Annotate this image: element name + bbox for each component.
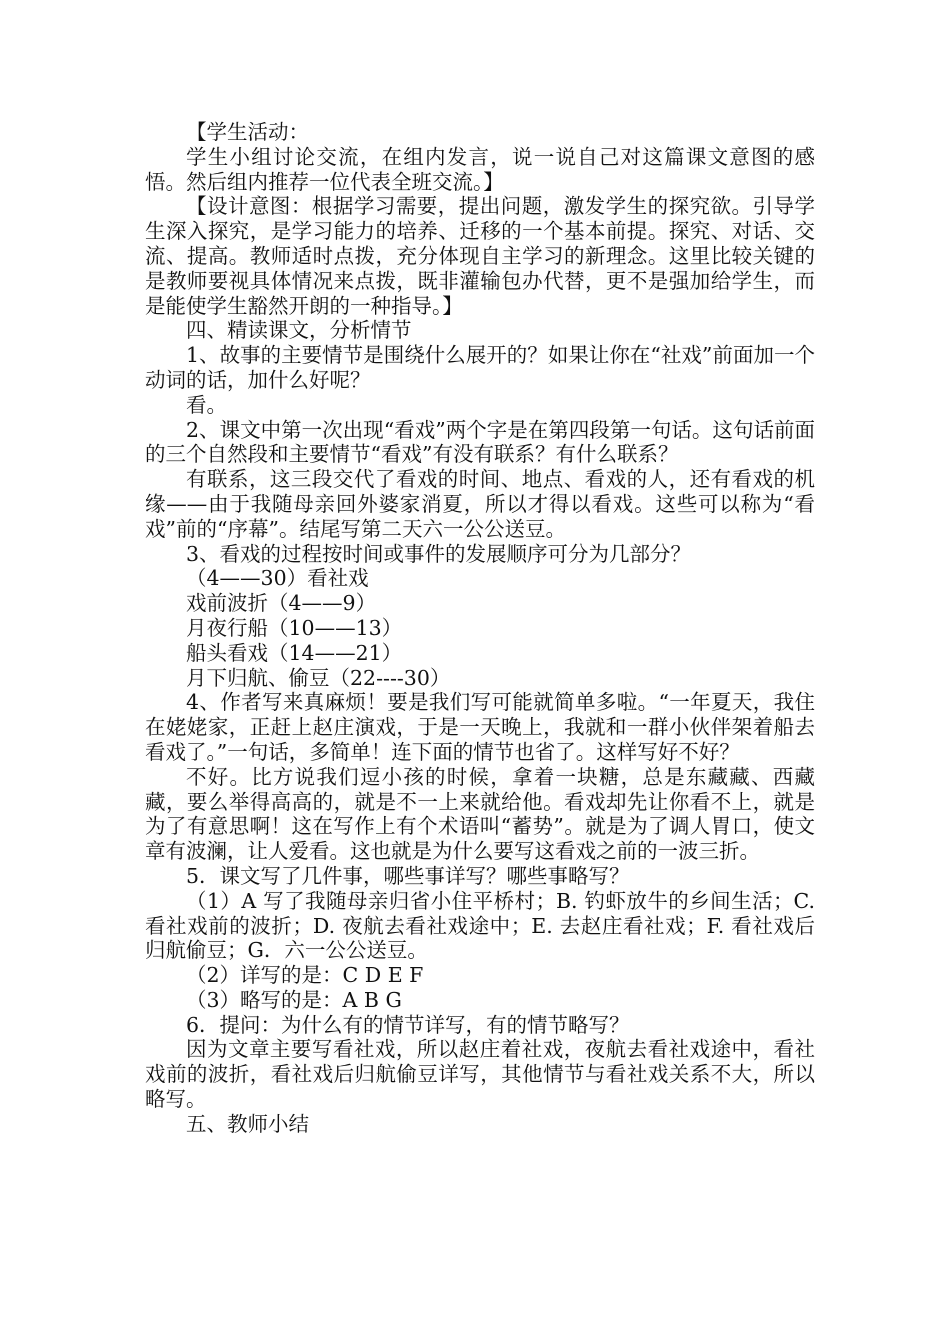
outline-item-1: 戏前波折（4——9） xyxy=(186,591,377,616)
answer-5-part-1: （1）A 写了我随母亲归省小住平桥村；B. 钓虾放牛的乡间生活；C. 看社戏前的波折；D. 夜航去看社戏途中；E. 去赵庄看社戏；F. 看社戏后归航偷豆；G．六一公公送豆。 xyxy=(145,888,815,963)
outline-item-4: 月下归航、偷豆（22----30） xyxy=(186,665,451,690)
question-2: 2、课文中第一次出现“看戏”两个字是在第四段第一句话。这句话前面的三个自然段和主要情节“看戏”有没有联系？有什么联系？ xyxy=(145,417,815,467)
question-5: 5．课文写了几件事，哪些事详写？哪些事略写？ xyxy=(186,863,630,888)
answer-6: 因为文章主要写看社戏，所以赵庄着社戏，夜航去看社戏途中，看社戏前的波折，看社戏后归航偷豆详写，其他情节与看社戏关系不大，所以略写。 xyxy=(145,1037,815,1112)
answer-2: 有联系，这三段交代了看戏的时间、地点、看戏的人，还有看戏的机缘——由于我随母亲回外婆家消夏，所以才得以看戏。这些可以称为“看戏”前的“序幕”。结尾写第二天六一公公送豆。 xyxy=(145,467,815,541)
outline-item-main: （4——30）看社戏 xyxy=(186,566,369,591)
student-activity-heading: 【学生活动： xyxy=(186,120,309,144)
question-4: 4、作者写来真麻烦！要是我们写可能就简单多啦。“一年夏天，我住在姥姥家，正赶上赵庄演戏，于是一天晚上，我就和一群小伙伴架着船去看戏了。”一句话，多简单！连下面的情节也省了。这样写好不好？ xyxy=(145,690,815,764)
section-five-heading: 五、教师小结 xyxy=(186,1111,309,1136)
question-6: 6．提问：为什么有的情节详写，有的情节略写？ xyxy=(186,1012,630,1037)
section-four-heading: 四、精读课文，分析情节 xyxy=(186,318,412,343)
outline-item-3: 船头看戏（14——21） xyxy=(186,640,403,665)
question-1: 1、故事的主要情节是围绕什么展开的？如果让你在“社戏”前面加一个动词的话，加什么好呢？ xyxy=(145,343,815,392)
student-activity-text: 学生小组讨论交流，在组内发言，说一说自己对这篇课文意图的感悟。然后组内推荐一位代表全班交流。】 xyxy=(145,144,815,194)
document-page xyxy=(145,120,815,1137)
answer-5-part-2: （2）详写的是：C D E F xyxy=(186,963,424,988)
design-intent-text: 【设计意图：根据学习需要，提出问题，激发学生的探究欲。引导学生深入探究，是学习能力的培养、迁移的一个基本前提。探究、对话、交流、提高。教师适时点拨，充分体现自主学习的新理念。这里比较关键的是教师要视具体情况来点拨，既非灌输包办代替，更不是强加给学生，而是能使学生豁然开朗的一种指导。】 xyxy=(145,194,815,318)
answer-1: 看。 xyxy=(186,392,227,417)
question-3: 3、看戏的过程按时间或事件的发展顺序可分为几部分？ xyxy=(186,541,692,566)
outline-item-2: 月夜行船（10——13） xyxy=(186,615,403,640)
answer-5-part-3: （3）略写的是：A B G xyxy=(186,987,402,1012)
answer-4: 不好。比方说我们逗小孩的时候，拿着一块糖，总是东藏藏、西藏藏，要么举得高高的，就是不一上来就给他。看戏却先让你看不上，就是为了有意思啊！这在写作上有个术语叫“蓄势”。就是为了调人胃口，使文章有波澜，让人爱看。这也就是为什么要写这看戏之前的一波三折。 xyxy=(145,764,815,864)
